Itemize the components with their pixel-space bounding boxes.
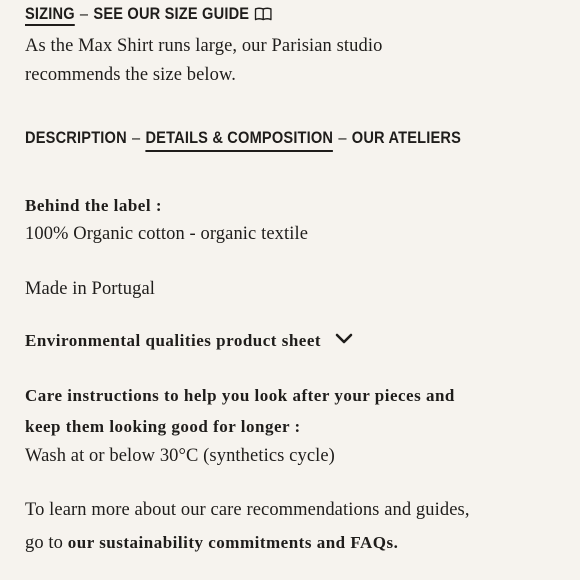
origin-text: Made in Portugal <box>25 279 156 299</box>
product-info-panel <box>25 0 565 580</box>
tab-details-composition[interactable]: DETAILS & COMPOSITION <box>145 128 333 152</box>
separator: – <box>79 4 89 23</box>
behind-label-heading: Behind the label : <box>25 196 162 215</box>
size-guide-link[interactable] <box>93 4 271 23</box>
sizing-header <box>25 4 272 26</box>
separator: – <box>131 128 141 147</box>
chevron-down-icon[interactable] <box>335 324 353 355</box>
size-guide-link-label: SEE OUR SIZE GUIDE <box>93 4 250 23</box>
sizing-label: SIZING <box>25 4 75 23</box>
separator: – <box>338 128 347 147</box>
care-text: Wash at or below 30°C (synthetics cycle) <box>25 446 335 466</box>
learn-more-line2 <box>25 528 398 558</box>
info-tabs <box>25 128 461 152</box>
env-sheet-toggle[interactable] <box>25 324 353 356</box>
learn-more-prefix: go to <box>25 533 68 553</box>
env-sheet-label: Environmental qualities product sheet <box>25 331 322 350</box>
sizing-text-line2: recommends the size below. <box>25 65 236 85</box>
book-icon <box>254 6 271 26</box>
tab-description[interactable]: DESCRIPTION <box>25 128 127 147</box>
tab-our-ateliers[interactable]: OUR ATELIERS <box>351 128 462 147</box>
learn-more-line1: To learn more about our care recommendations and guides, <box>25 500 470 520</box>
care-heading-line1: Care instructions to help you look after your pieces and <box>25 386 455 405</box>
sizing-text-line1: As the Max Shirt runs large, our Parisian studio <box>25 36 383 56</box>
composition-text: 100% Organic cotton - organic textile <box>25 224 309 244</box>
sustainability-faq-link[interactable]: our sustainability commitments and FAQs. <box>67 533 399 552</box>
care-heading-line2: keep them looking good for longer : <box>25 417 301 436</box>
